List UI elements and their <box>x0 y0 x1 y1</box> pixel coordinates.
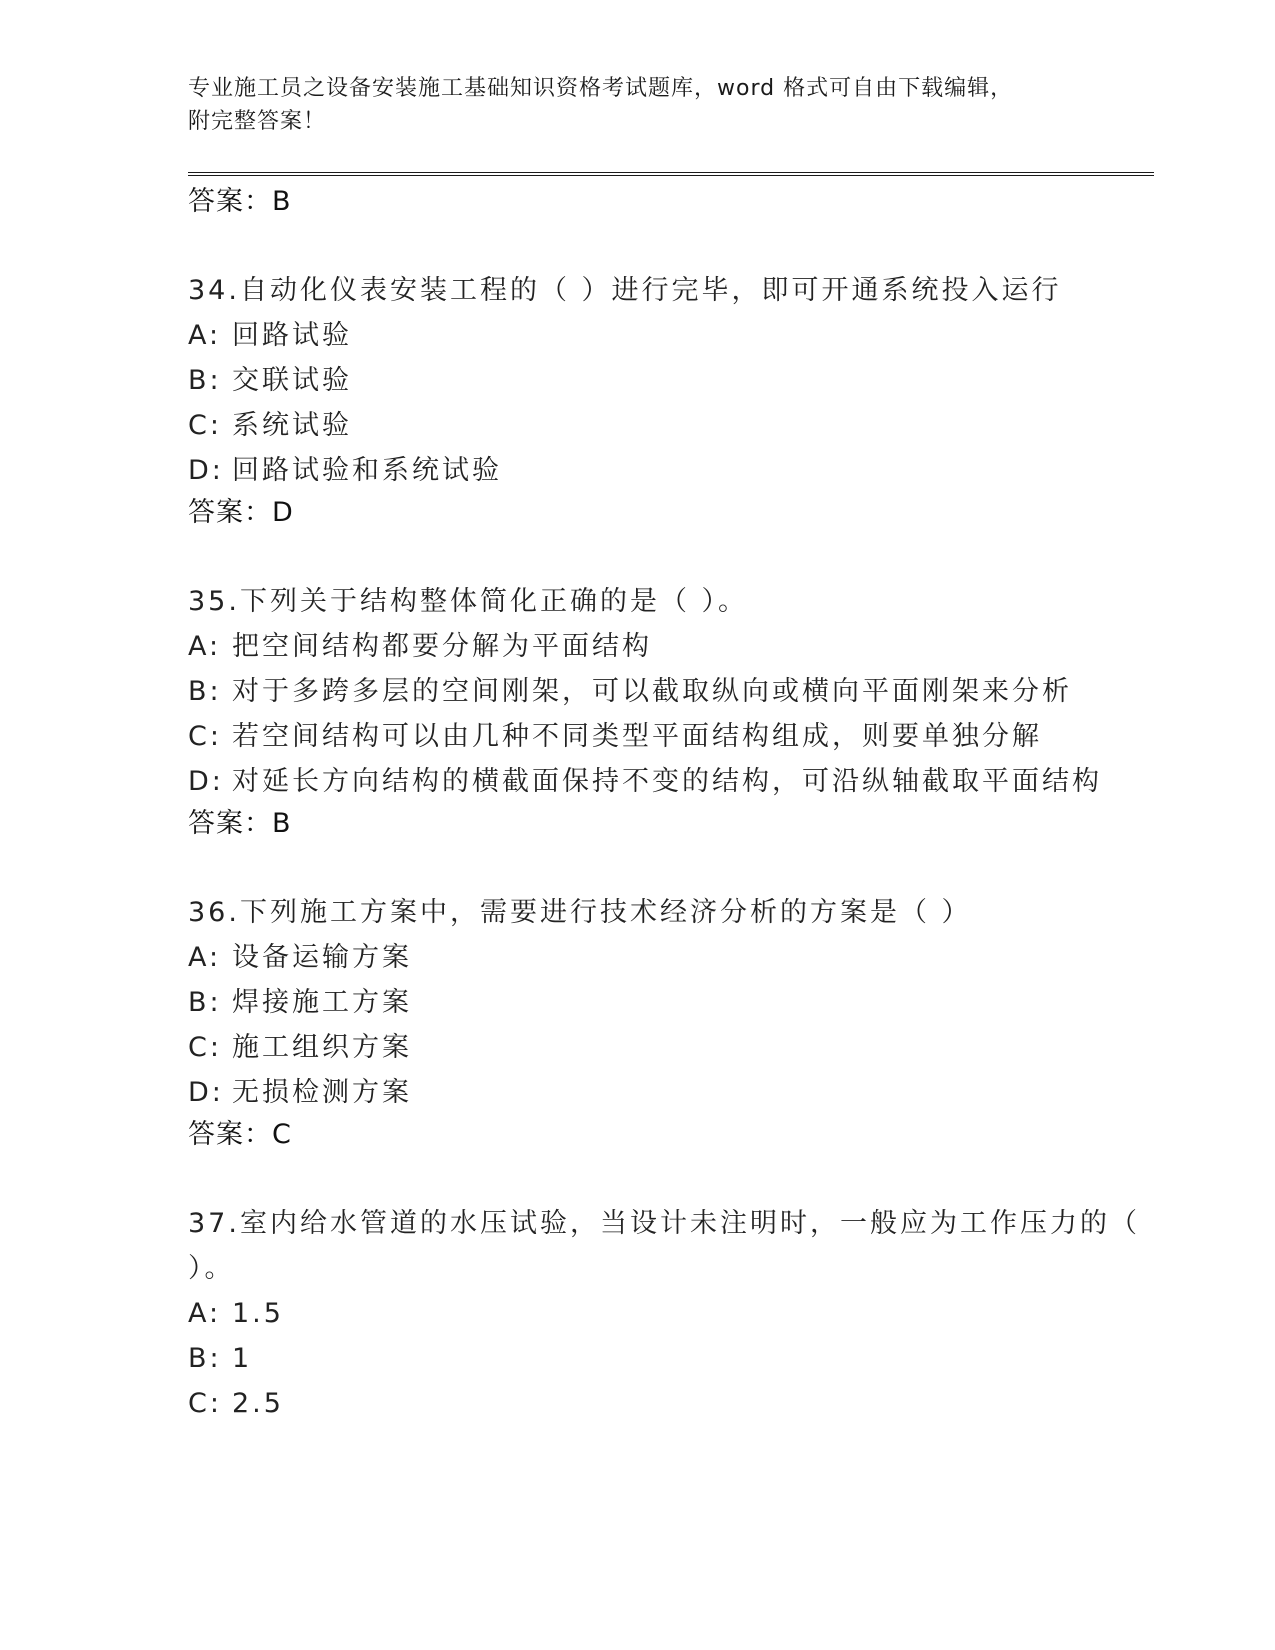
option-c <box>188 1025 1148 1070</box>
document-page <box>188 72 1148 1426</box>
option-key: B: <box>188 365 222 396</box>
option-key: A: <box>188 631 222 662</box>
option-a <box>188 313 1148 358</box>
question-stem: 37.室内给水管道的水压试验，当设计未注明时，一般应为工作压力的（ ）。 <box>188 1208 1140 1284</box>
option-key: B: <box>188 1343 222 1374</box>
option-text: 2.5 <box>232 1388 284 1419</box>
option-d <box>188 759 1148 804</box>
previous-question-answer: 答案：B <box>188 186 292 217</box>
option-key: C: <box>188 1032 222 1063</box>
option-text: 对延长方向结构的横截面保持不变的结构，可沿纵轴截取平面结构 <box>232 766 1102 797</box>
question-36 <box>188 890 1148 1155</box>
option-text: 把空间结构都要分解为平面结构 <box>232 631 652 662</box>
document-header-line-1: 专业施工员之设备安装施工基础知识资格考试题库，word 格式可自由下载编辑， <box>188 76 1014 101</box>
option-key: D: <box>188 766 224 797</box>
question-35 <box>188 579 1148 844</box>
option-key: A: <box>188 320 222 351</box>
option-b <box>188 1336 1148 1381</box>
option-key: C: <box>188 410 222 441</box>
option-text: 回路试验和系统试验 <box>232 455 502 486</box>
option-key: D: <box>188 455 224 486</box>
option-key: A: <box>188 1298 222 1329</box>
question-stem: 36.下列施工方案中，需要进行技术经济分析的方案是（ ） <box>188 897 972 928</box>
option-d <box>188 448 1148 493</box>
document-header-line-2: 附完整答案！ <box>188 109 327 134</box>
option-text: 设备运输方案 <box>232 942 412 973</box>
option-text: 对于多跨多层的空间刚架，可以截取纵向或横向平面刚架来分析 <box>232 676 1072 707</box>
question-stem: 35.下列关于结构整体简化正确的是（ ）。 <box>188 586 749 617</box>
option-c <box>188 1381 1148 1426</box>
option-text: 回路试验 <box>232 320 352 351</box>
question-answer: 答案：D <box>188 497 294 528</box>
option-b <box>188 358 1148 403</box>
option-text: 1.5 <box>232 1298 284 1329</box>
option-text: 系统试验 <box>232 410 352 441</box>
option-text: 无损检测方案 <box>232 1077 412 1108</box>
option-text: 焊接施工方案 <box>232 987 412 1018</box>
option-d <box>188 1070 1148 1115</box>
question-stem: 34.自动化仪表安装工程的（ ）进行完毕，即可开通系统投入运行 <box>188 275 1062 306</box>
option-text: 交联试验 <box>232 365 352 396</box>
option-key: B: <box>188 987 222 1018</box>
option-b <box>188 669 1148 714</box>
option-text: 施工组织方案 <box>232 1032 412 1063</box>
option-a <box>188 1291 1148 1336</box>
option-b <box>188 980 1148 1025</box>
option-key: D: <box>188 1077 224 1108</box>
option-c <box>188 714 1148 759</box>
option-a <box>188 624 1148 669</box>
option-key: B: <box>188 676 222 707</box>
option-key: A: <box>188 942 222 973</box>
option-key: C: <box>188 721 222 752</box>
option-a <box>188 935 1148 980</box>
question-answer: 答案：B <box>188 808 292 839</box>
header-divider <box>188 172 1154 176</box>
question-answer: 答案：C <box>188 1119 292 1150</box>
option-c <box>188 403 1148 448</box>
option-text: 若空间结构可以由几种不同类型平面结构组成，则要单独分解 <box>232 721 1042 752</box>
question-37 <box>188 1201 1148 1426</box>
question-34 <box>188 268 1148 533</box>
option-text: 1 <box>232 1343 253 1374</box>
option-key: C: <box>188 1388 222 1419</box>
